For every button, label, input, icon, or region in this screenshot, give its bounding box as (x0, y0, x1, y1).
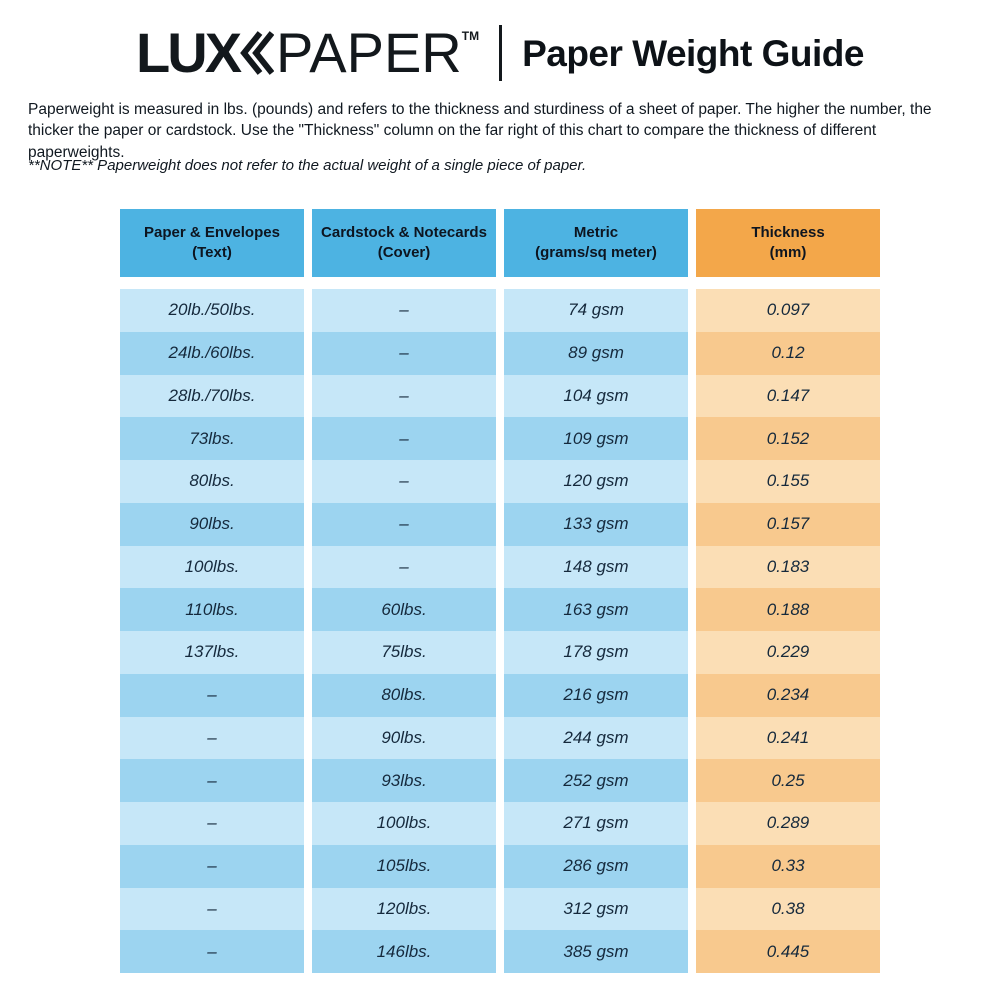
column-header-4: Thickness (mm) (696, 209, 880, 277)
table-cell: 100lbs. (312, 802, 496, 845)
table-cell: 109 gsm (504, 417, 688, 460)
table-cell: 120lbs. (312, 888, 496, 931)
table-cell: 110lbs. (120, 588, 304, 631)
table-cell: 312 gsm (504, 888, 688, 931)
table-cell: 286 gsm (504, 845, 688, 888)
table-cell: 74 gsm (504, 289, 688, 332)
lux-paper-logo (136, 21, 480, 84)
table-cell: – (312, 503, 496, 546)
table-cell: 90lbs. (120, 503, 304, 546)
table-cell: 0.33 (696, 845, 880, 888)
table-cell: 75lbs. (312, 631, 496, 674)
table-cell: 0.097 (696, 289, 880, 332)
table-cell: 89 gsm (504, 332, 688, 375)
note-text: **NOTE** Paperweight does not refer to the actual weight of a single piece of paper. (28, 157, 587, 174)
table-cell: – (312, 375, 496, 418)
table-cell: 0.445 (696, 930, 880, 973)
table-cell: 60lbs. (312, 588, 496, 631)
table-cell: 90lbs. (312, 717, 496, 760)
paper-weight-table (120, 209, 880, 973)
table-header-row (120, 209, 880, 277)
column-header-3: Metric (grams/sq meter) (504, 209, 688, 277)
table-cell: – (120, 845, 304, 888)
table-body (120, 289, 880, 973)
table-cell: 28lb./70lbs. (120, 375, 304, 418)
table-cell: 216 gsm (504, 674, 688, 717)
intro-paragraph: Paperweight is measured in lbs. (pounds) and refers to the thickness and sturdiness of a sheet of paper. The higher the number, the thicker the paper or cardstock. Use the "Thickness" column on the far right of this chart to compare the thickness of different paperweights. (28, 101, 932, 161)
column-header-2: Cardstock & Notecards (Cover) (312, 209, 496, 277)
table-cell: – (120, 717, 304, 760)
table-cell: 93lbs. (312, 759, 496, 802)
logo-lux-text: LUX (136, 21, 240, 84)
table-cell: – (120, 930, 304, 973)
table-cell: 24lb./60lbs. (120, 332, 304, 375)
table-cell: 178 gsm (504, 631, 688, 674)
table-cell: – (120, 759, 304, 802)
table-cell: 244 gsm (504, 717, 688, 760)
table-cell: 0.38 (696, 888, 880, 931)
table-cell: – (312, 546, 496, 589)
header-divider (499, 25, 502, 81)
table-cell: 105lbs. (312, 845, 496, 888)
trademark-symbol: TM (461, 29, 480, 43)
table-cell: – (312, 332, 496, 375)
logo-paper-text: PAPER (276, 21, 462, 84)
table-cell: 0.289 (696, 802, 880, 845)
table-cell: – (312, 460, 496, 503)
table-cell: 146lbs. (312, 930, 496, 973)
table-cell: 252 gsm (504, 759, 688, 802)
table-cell: 0.147 (696, 375, 880, 418)
table-cell: – (312, 289, 496, 332)
table-cell: 133 gsm (504, 503, 688, 546)
table-cell: – (120, 674, 304, 717)
table-cell: 73lbs. (120, 417, 304, 460)
table-cell: 0.152 (696, 417, 880, 460)
double-chevron-icon (240, 30, 274, 76)
table-cell: 0.241 (696, 717, 880, 760)
table-cell: 0.155 (696, 460, 880, 503)
table-cell: 0.229 (696, 631, 880, 674)
table-cell: – (120, 888, 304, 931)
table-cell: 100lbs. (120, 546, 304, 589)
table-cell: – (120, 802, 304, 845)
table-cell: 80lbs. (120, 460, 304, 503)
table-cell: 271 gsm (504, 802, 688, 845)
table-cell: 0.234 (696, 674, 880, 717)
table-cell: 120 gsm (504, 460, 688, 503)
table-cell: 0.12 (696, 332, 880, 375)
table-cell: 137lbs. (120, 631, 304, 674)
table-cell: 148 gsm (504, 546, 688, 589)
table-cell: – (312, 417, 496, 460)
table-cell: 0.188 (696, 588, 880, 631)
column-header-1: Paper & Envelopes (Text) (120, 209, 304, 277)
table-cell: 0.183 (696, 546, 880, 589)
table-cell: 20lb./50lbs. (120, 289, 304, 332)
table-cell: 0.25 (696, 759, 880, 802)
table-cell: 104 gsm (504, 375, 688, 418)
table-cell: 385 gsm (504, 930, 688, 973)
brand-header (0, 20, 1000, 86)
page-title: Paper Weight Guide (522, 32, 864, 74)
table-cell: 0.157 (696, 503, 880, 546)
table-cell: 163 gsm (504, 588, 688, 631)
table-cell: 80lbs. (312, 674, 496, 717)
